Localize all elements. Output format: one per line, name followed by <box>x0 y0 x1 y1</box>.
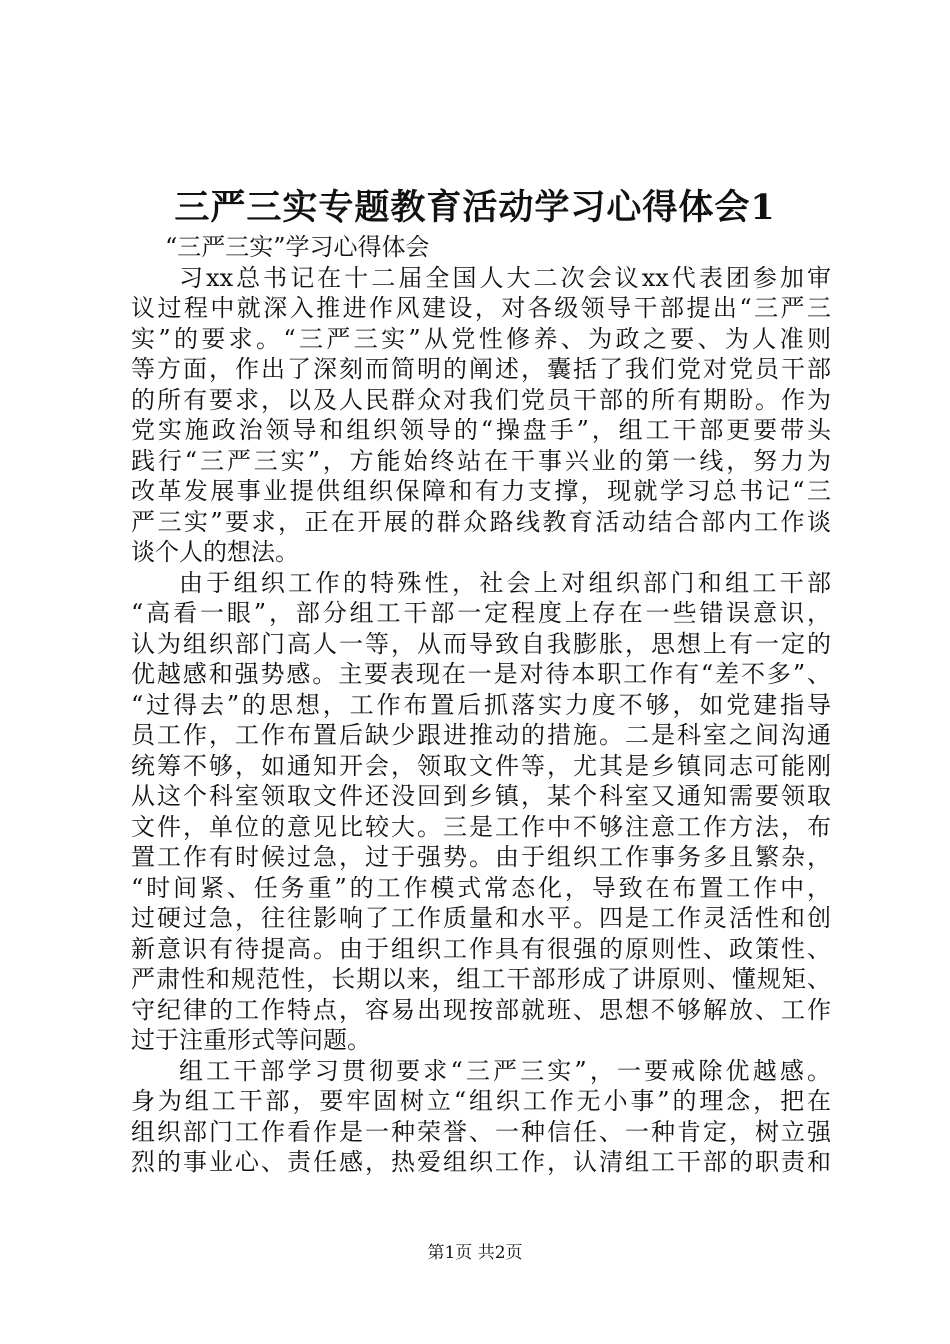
text-line: 组织部门工作看作是一种荣誉、一种信任、一种肯定，树立强 <box>131 1117 831 1146</box>
text-line: 统筹不够，如通知开会，领取文件等，尤其是乡镇同志可能刚 <box>131 751 831 780</box>
text-line: 等方面，作出了深刻而简明的阐述，囊括了我们党对党员干部 <box>131 355 831 383</box>
text-line: 优越感和强势感。主要表现在一是对待本职工作有“差不多”、 <box>131 660 831 688</box>
text-line: 严三实”要求，正在开展的群众路线教育活动结合部内工作谈 <box>131 507 831 536</box>
text-line: 谈个人的想法。 <box>131 538 299 566</box>
page-footer: 第1页 共2页 <box>427 1243 523 1263</box>
text-line: 议过程中就深入推进作风建设，对各级领导干部提出“三严三 <box>131 294 831 322</box>
document-title: 三严三实专题教育活动学习心得体会1 <box>174 187 776 228</box>
text-line: 改革发展事业提供组织保障和有力支撑，现就学习总书记“三 <box>131 477 831 505</box>
text-line: “高看一眼”，部分组工干部一定程度上存在一些错误意识， <box>131 599 831 627</box>
text-line: 的所有要求，以及人民群众对我们党员干部的所有期盼。作为 <box>131 385 831 414</box>
text-line: 身为组工干部，要牢固树立“组织工作无小事”的理念，把在 <box>131 1087 831 1115</box>
text-line: 组工干部学习贯彻要求“三严三实”，一要戒除优越感。 <box>179 1056 831 1085</box>
subtitle-line: “三严三实”学习心得体会 <box>165 233 430 261</box>
text-line: 过硬过急，往往影响了工作质量和水平。四是工作灵活性和创 <box>131 904 831 932</box>
text-line: 新意识有待提高。由于组织工作具有很强的原则性、政策性、 <box>131 934 831 963</box>
text-line: “时间紧、任务重”的工作模式常态化，导致在布置工作中， <box>131 873 831 902</box>
text-line: 习xx总书记在十二届全国人大二次会议xx代表团参加审 <box>179 263 831 292</box>
text-line: 置工作有时候过急，过于强势。由于组织工作事务多且繁杂， <box>131 843 831 871</box>
text-line: 过于注重形式等问题。 <box>131 1026 371 1054</box>
text-line: “过得去”的思想，工作布置后抓落实力度不够，如党建指导 <box>131 690 831 719</box>
text-line: 文件，单位的意见比较大。三是工作中不够注意工作方法，布 <box>131 812 831 841</box>
text-line: 守纪律的工作特点，容易出现按部就班、思想不够解放、工作 <box>131 995 831 1024</box>
text-line: 从这个科室领取文件还没回到乡镇，某个科室又通知需要领取 <box>131 782 831 810</box>
text-line: 员工作，工作布置后缺少跟进推动的措施。二是科室之间沟通 <box>131 721 831 749</box>
text-line: 实”的要求。“三严三实”从党性修养、为政之要、为人准则 <box>131 324 831 353</box>
text-line: 严肃性和规范性，长期以来，组工干部形成了讲原则、懂规矩、 <box>131 965 831 993</box>
text-line: 烈的事业心、责任感，热爱组织工作，认清组工干部的职责和 <box>131 1148 831 1176</box>
text-line: 践行“三严三实”，方能始终站在干事兴业的第一线，努力为 <box>131 446 831 475</box>
text-line: 党实施政治领导和组织领导的“操盘手”，组工干部更要带头 <box>131 416 831 444</box>
text-line: 由于组织工作的特殊性，社会上对组织部门和组工干部 <box>179 568 831 597</box>
text-line: 认为组织部门高人一等，从而导致自我膨胀，思想上有一定的 <box>131 629 831 658</box>
document-body <box>131 232 831 1178</box>
